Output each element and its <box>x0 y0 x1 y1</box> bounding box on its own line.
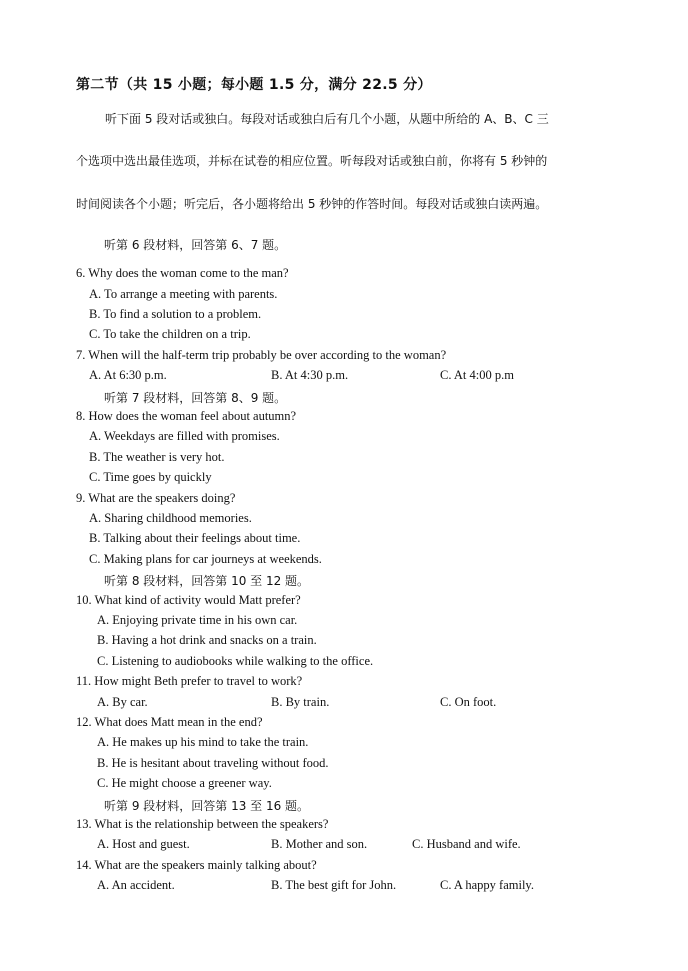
listening-instruction-9: 听第 9 段材料，回答第 13 至 16 题。 <box>104 799 310 813</box>
q6-option-a: A. To arrange a meeting with parents. <box>89 287 278 301</box>
q7-option-a: A. At 6:30 p.m. <box>89 368 167 382</box>
q6-option-b: B. To find a solution to a problem. <box>89 307 262 321</box>
listening-instruction-7: 听第 7 段材料，回答第 8、9 题。 <box>104 391 287 405</box>
intro-line-2: 个选项中选出最佳选项，并标在试卷的相应位置。听每段对话或独白前，你将有 5 秒钟的 <box>76 154 548 168</box>
q9-option-a: A. Sharing childhood memories. <box>89 511 252 525</box>
q10-option-a: A. Enjoying private time in his own car. <box>97 613 298 627</box>
question-14: 14. What are the speakers mainly talking about? <box>76 858 317 872</box>
question-8: 8. How does the woman feel about autumn? <box>76 409 297 423</box>
q13-option-a: A. Host and guest. <box>97 837 190 851</box>
q9-option-b: B. Talking about their feelings about time. <box>89 531 301 545</box>
q11-option-b: B. By train. <box>271 695 330 709</box>
q11-option-c: C. On foot. <box>440 695 497 709</box>
q8-option-b: B. The weather is very hot. <box>89 450 225 464</box>
q10-option-c: C. Listening to audiobooks while walking to the office. <box>97 654 374 668</box>
intro-line-1: 听下面 5 段对话或独白。每段对话或独白后有几个小题，从题中所给的 A、B、C 三 <box>105 112 549 126</box>
q14-option-b: B. The best gift for John. <box>271 878 397 892</box>
q8-option-c: C. Time goes by quickly <box>89 470 212 484</box>
q7-option-b: B. At 4:30 p.m. <box>271 368 349 382</box>
question-11: 11. How might Beth prefer to travel to work? <box>76 674 303 688</box>
q7-option-c: C. At 4:00 p.m <box>440 368 514 382</box>
q9-option-c: C. Making plans for car journeys at weekends. <box>89 552 322 566</box>
q14-option-c: C. A happy family. <box>440 878 534 892</box>
q12-option-b: B. He is hesitant about traveling without food. <box>97 756 329 770</box>
q13-option-c: C. Husband and wife. <box>412 837 521 851</box>
q8-option-a: A. Weekdays are filled with promises. <box>89 429 280 443</box>
question-10: 10. What kind of activity would Matt prefer? <box>76 593 301 607</box>
question-6: 6. Why does the woman come to the man? <box>76 266 289 280</box>
question-9: 9. What are the speakers doing? <box>76 491 236 505</box>
intro-line-3: 时间阅读各个小题；听完后，各小题将给出 5 秒钟的作答时间。每段对话或独白读两遍。 <box>76 197 548 211</box>
q6-option-c: C. To take the children on a trip. <box>89 327 251 341</box>
question-12: 12. What does Matt mean in the end? <box>76 715 263 729</box>
q13-option-b: B. Mother and son. <box>271 837 368 851</box>
listening-instruction-6: 听第 6 段材料，回答第 6、7 题。 <box>104 238 287 252</box>
section-title: 第二节（共 15 小题；每小题 1.5 分，满分 22.5 分） <box>76 77 432 93</box>
q12-option-c: C. He might choose a greener way. <box>97 776 272 790</box>
listening-instruction-8: 听第 8 段材料，回答第 10 至 12 题。 <box>104 574 310 588</box>
question-7: 7. When will the half-term trip probably be over according to the woman? <box>76 348 447 362</box>
question-13: 13. What is the relationship between the speakers? <box>76 817 329 831</box>
q10-option-b: B. Having a hot drink and snacks on a train. <box>97 633 317 647</box>
q11-option-a: A. By car. <box>97 695 148 709</box>
q12-option-a: A. He makes up his mind to take the train. <box>97 735 309 749</box>
q14-option-a: A. An accident. <box>97 878 175 892</box>
